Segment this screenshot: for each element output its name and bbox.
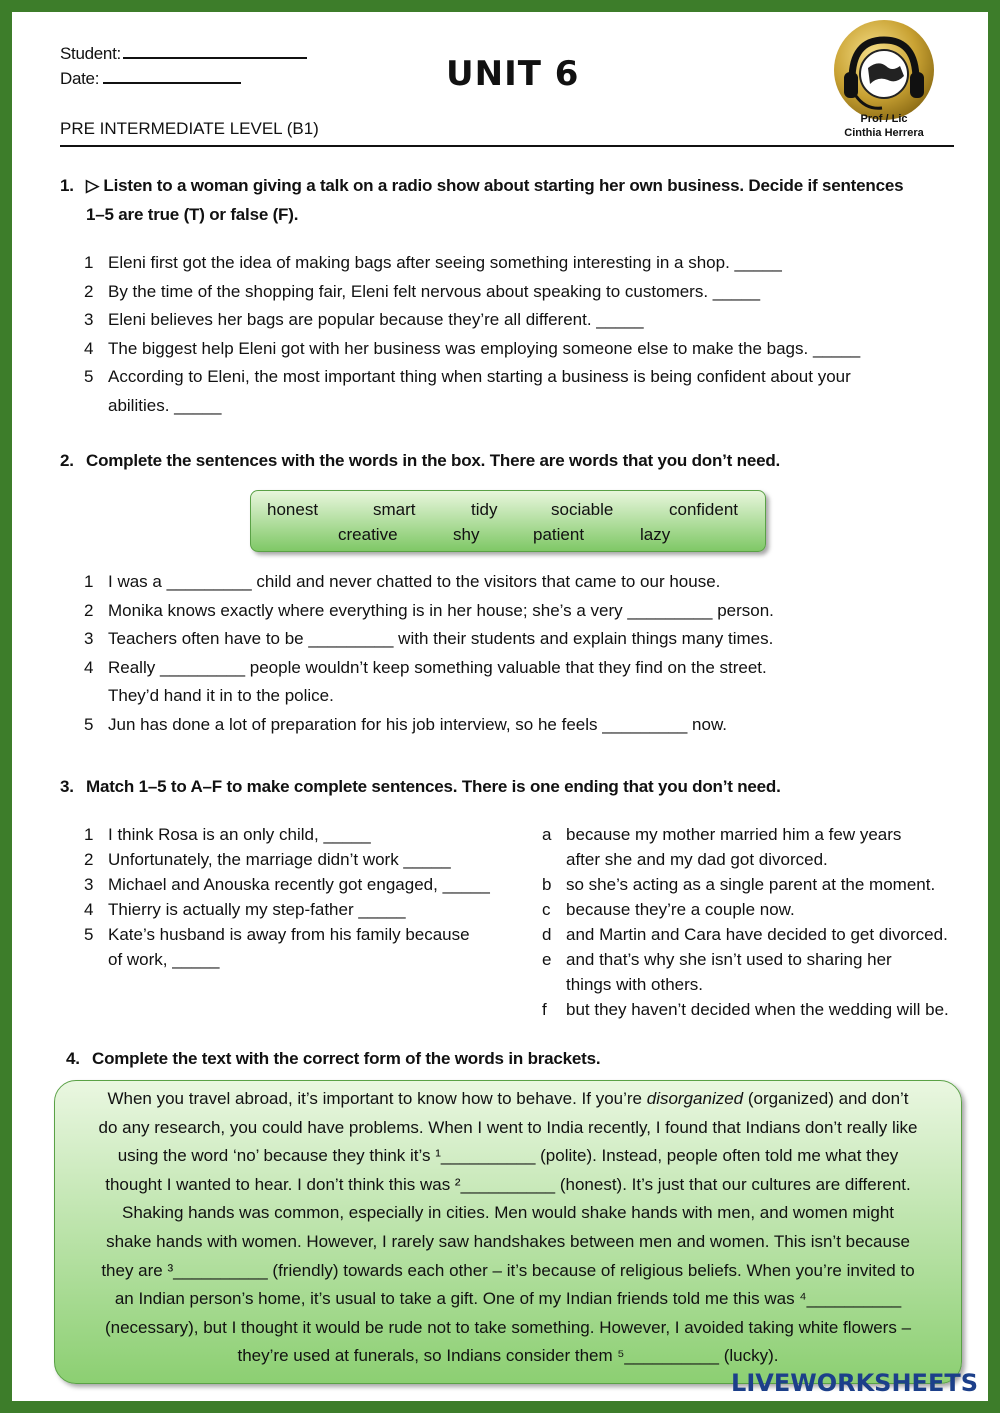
word-box-item: creative bbox=[338, 525, 398, 544]
section1-instruction-line1: ▷ Listen to a woman giving a talk on a radio show about starting her own business. Decide if sentences bbox=[86, 176, 904, 195]
list-item[interactable]: 4 The biggest help Eleni got with her business was employing someone else to make the bags. _____ bbox=[84, 338, 861, 358]
section3-instruction bbox=[60, 772, 781, 801]
word-box-item: sociable bbox=[551, 500, 614, 519]
section4-text-box bbox=[54, 1080, 962, 1384]
list-item[interactable]: after she and my dad got divorced. bbox=[566, 850, 828, 869]
example-answer: disorganized bbox=[646, 1089, 744, 1108]
list-item[interactable]: b so she’s acting as a single parent at the moment. bbox=[542, 875, 936, 894]
word-box-item: honest bbox=[267, 500, 319, 519]
list-item[interactable]: e and that’s why she isn’t used to sharing her bbox=[542, 950, 892, 969]
list-item[interactable]: 2 By the time of the shopping fair, Eleni felt nervous about speaking to customers. _____ bbox=[84, 281, 761, 301]
word-box-item: patient bbox=[533, 525, 585, 544]
section4-number: 4. bbox=[66, 1049, 80, 1068]
list-item[interactable]: a because my mother married him a few years bbox=[542, 825, 902, 844]
logo-line2: Cinthia Herrera bbox=[844, 127, 924, 139]
section4-instruction-text: Complete the text with the correct form of the words in brackets. bbox=[92, 1049, 601, 1068]
list-item[interactable]: They’d hand it in to the police. bbox=[108, 686, 334, 706]
liveworksheets-watermark: LIVEWORKSHEETS bbox=[731, 1369, 978, 1397]
section4-paragraph[interactable]: When you travel abroad, it’s important to know how to behave. If you’re disorganized (organized) and don’t do any research, you could have problems. When I went to India recently, I found that Indians don’t really like using the word ‘no’ because they think it’s ¹__________ (polite). Instead, people often told me what they thought I wanted to hear. I don’t think this was ²__________ (honest). It’s just that our cultures are different. Shaking hands was common, especially in cities. Men would shake hands with men, and women might shake hands with women. However, I rarely saw handshakes between men and women. This isn’t because they are ³__________ (friendly) towards each other – it’s because of religious beliefs. When you’re invited to an Indian person’s home, it’s usual to take a gift. One of my Indian friends told me this was ⁴__________ (necessary), but I thought it would be rude not to take something. However, I avoided taking white flowers – they’re used at funerals, so Indians consider them ⁵__________ (lucky). bbox=[98, 1089, 918, 1366]
date-line[interactable] bbox=[103, 82, 241, 84]
date-label: Date: bbox=[60, 69, 100, 88]
section2-list bbox=[84, 568, 774, 740]
level-label: PRE INTERMEDIATE LEVEL (B1) bbox=[60, 119, 319, 138]
list-item[interactable]: abilities. _____ bbox=[108, 395, 222, 415]
date-field[interactable] bbox=[60, 69, 241, 89]
student-field[interactable] bbox=[60, 44, 307, 64]
section1-list bbox=[84, 249, 860, 421]
word-box-item: smart bbox=[373, 500, 416, 519]
word-box-item: confident bbox=[669, 500, 738, 519]
list-item[interactable]: 5 Kate’s husband is away from his family because bbox=[84, 925, 470, 944]
section3-right-column bbox=[542, 822, 949, 1022]
list-item[interactable]: things with others. bbox=[566, 975, 704, 994]
section1-instruction bbox=[60, 171, 903, 229]
header-divider bbox=[60, 145, 954, 147]
list-item[interactable]: of work, _____ bbox=[108, 950, 220, 969]
section2-instruction bbox=[60, 446, 780, 475]
list-item[interactable]: c because they’re a couple now. bbox=[542, 900, 795, 919]
list-item[interactable]: 3 Eleni believes her bags are popular because they’re all different. _____ bbox=[84, 310, 644, 330]
student-label: Student: bbox=[60, 44, 121, 63]
logo-line1: Prof / Lic bbox=[860, 113, 908, 125]
list-item[interactable]: 3 Teachers often have to be _________ with their students and explain things many times. bbox=[84, 629, 774, 649]
section3-instruction-text: Match 1–5 to A–F to make complete sentences. There is one ending that you don’t need. bbox=[86, 777, 781, 796]
section4-instruction bbox=[66, 1044, 600, 1073]
word-box-item: tidy bbox=[471, 500, 498, 519]
list-item[interactable]: 4 Thierry is actually my step-father _____ bbox=[84, 900, 406, 919]
student-line[interactable] bbox=[123, 57, 307, 59]
list-item[interactable]: 1 I think Rosa is an only child, _____ bbox=[84, 825, 371, 844]
worksheet-page bbox=[12, 12, 988, 1401]
list-item[interactable]: 2 Monika knows exactly where everything is in her house; she’s a very _________ person. bbox=[84, 600, 774, 620]
section2-number: 2. bbox=[60, 451, 74, 470]
section3-number: 3. bbox=[60, 777, 74, 796]
list-item[interactable]: f but they haven’t decided when the wedding will be. bbox=[542, 1000, 949, 1019]
word-box-item: shy bbox=[453, 525, 480, 544]
unit-title: UNIT 6 bbox=[446, 54, 580, 94]
list-item[interactable]: 1 I was a _________ child and never chatted to the visitors that came to our house. bbox=[84, 572, 721, 591]
list-item[interactable]: 2 Unfortunately, the marriage didn’t work _____ bbox=[84, 850, 451, 869]
list-item[interactable]: 4 Really _________ people wouldn’t keep something valuable that they find on the street. bbox=[84, 657, 767, 677]
section2-instruction-text: Complete the sentences with the words in the box. There are words that you don’t need. bbox=[86, 451, 781, 470]
logo-caption bbox=[820, 112, 948, 140]
word-box-item: lazy bbox=[640, 525, 671, 544]
list-item[interactable]: 5 Jun has done a lot of preparation for his job interview, so he feels _________ now. bbox=[84, 714, 728, 734]
word-box bbox=[250, 490, 766, 552]
list-item[interactable]: 5 According to Eleni, the most important thing when starting a business is being confident about your bbox=[84, 367, 851, 387]
section3-left-column bbox=[84, 822, 490, 972]
list-item[interactable]: 3 Michael and Anouska recently got engaged, _____ bbox=[84, 875, 490, 894]
section1-instruction-line2: 1–5 are true (T) or false (F). bbox=[86, 205, 299, 224]
list-item[interactable]: 1 Eleni first got the idea of making bags after seeing something interesting in a shop. _____ bbox=[84, 253, 782, 272]
list-item[interactable]: d and Martin and Cara have decided to get divorced. bbox=[542, 925, 948, 944]
section1-number: 1. bbox=[60, 176, 74, 195]
